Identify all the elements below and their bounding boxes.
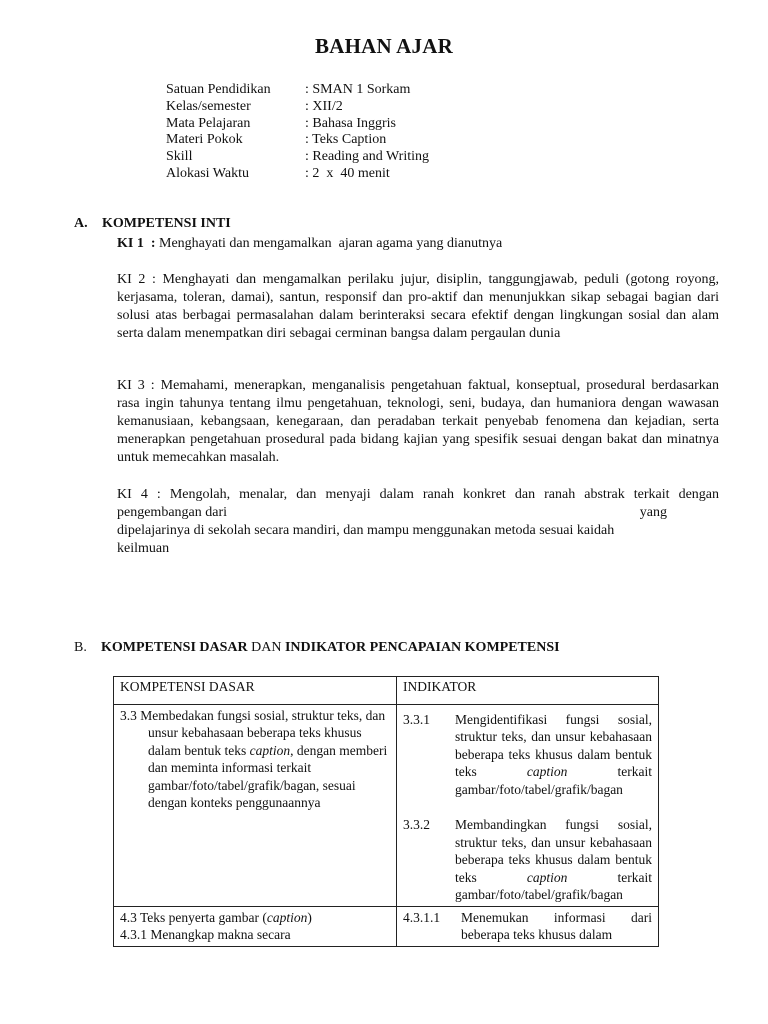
ki-2: KI 2 : Menghayati dan mengamalkan perilaku jujur, disiplin, tanggungjawab, peduli (gotong royong, kerjasama, toleran, damai), santun, responsif dan pro-aktif dan menunjukkan sikap sebagai bagian dari solusi atas berbagai permasalahan dalam berinteraksi secara efektif dengan lingkungan sosial dan alam serta dalam menempatkan diri sebagai cerminan bangsa dalam pergaulan dunia bbox=[117, 272, 719, 341]
kd-italic: caption bbox=[249, 742, 291, 758]
info-row-materi bbox=[166, 132, 429, 149]
info-label: Kelas/semester bbox=[166, 98, 251, 114]
identity-block bbox=[166, 82, 429, 183]
ki-1 bbox=[117, 236, 502, 252]
info-label: Skill bbox=[166, 149, 193, 165]
indicator-number: 3.3.1 bbox=[403, 711, 430, 727]
ki-4 bbox=[117, 486, 719, 558]
ki-4-fragment: pengembangan dari bbox=[117, 505, 228, 520]
indicator-text: terkait gambar/foto/tabel/grafik/bagan bbox=[455, 869, 653, 902]
indicator-text: Membandingkan fungsi sosial, struktur teks, dan unsur kebahasaan beberapa teks khusus dalam bentuk teks bbox=[455, 817, 652, 885]
ki-4-line: keilmuan bbox=[117, 541, 170, 556]
indicator-text: terkait gambar/foto/tabel/grafik/bagan bbox=[455, 764, 653, 797]
kd-4-3 bbox=[120, 909, 392, 927]
section-number: A. bbox=[74, 216, 88, 231]
section-number: B. bbox=[74, 640, 87, 655]
ki-1-text: Menghayati dan mengamalkan ajaran agama yang dianutnya bbox=[155, 236, 503, 251]
indicator-italic: caption bbox=[526, 764, 568, 779]
indicator-4-3-1-1 bbox=[403, 909, 652, 944]
info-row-waktu bbox=[166, 166, 429, 183]
ki-4-fragment: yang bbox=[639, 505, 667, 520]
section-b-heading bbox=[74, 640, 560, 656]
info-label: Materi Pokok bbox=[166, 132, 243, 148]
spacer bbox=[403, 798, 652, 816]
section-title: KOMPETENSI INTI bbox=[102, 216, 231, 231]
info-row-mapel bbox=[166, 116, 429, 133]
info-value: : Bahasa Inggris bbox=[305, 115, 396, 131]
info-value: : Teks Caption bbox=[305, 132, 387, 148]
indicator-cell bbox=[397, 704, 659, 906]
ki-3: KI 3 : Memahami, menerapkan, menganalisis pengetahuan faktual, konseptual, prosedural berdasarkan rasa ingin tahunya tentang ilmu pengetahuan, teknologi, seni, budaya, dan humaniora dengan wawasan kemanusiaan, kebangsaan, kenegaraan, dan peradaban terkait penyebab fenomena dan kejadian, serta menerapkan pengetahuan prosedural pada bidang kajian yang spesifik sesuai dengan bakat dan minatnya untuk memecahkan masalah. bbox=[117, 378, 719, 465]
ki-4-line: dipelajarinya di sekolah secara mandiri, dan mampu menggunakan metoda sesuai kaidah bbox=[117, 523, 615, 538]
indicator-3-3-1 bbox=[403, 711, 652, 799]
indicator-text-wrap bbox=[455, 816, 652, 904]
table-header: INDIKATOR bbox=[397, 677, 659, 705]
section-title-part: KOMPETENSI DASAR bbox=[101, 640, 248, 655]
info-value: : 2 x 40 menit bbox=[305, 165, 390, 181]
indicator-text-wrap bbox=[455, 711, 652, 799]
table-header: KOMPETENSI DASAR bbox=[114, 677, 397, 705]
info-value: : XII/2 bbox=[305, 98, 343, 114]
info-value: : Reading and Writing bbox=[305, 149, 429, 165]
indicator-text: Menemukan informasi dari beberapa teks khusus dalam bbox=[461, 909, 652, 942]
document-title: BAHAN AJAR bbox=[315, 34, 453, 58]
section-a-heading bbox=[74, 216, 231, 232]
kd-cell bbox=[114, 704, 397, 906]
table-row bbox=[114, 906, 659, 946]
indicator-number: 4.3.1.1 bbox=[403, 909, 441, 925]
info-row-kelas bbox=[166, 99, 429, 116]
kd-cell bbox=[114, 906, 397, 946]
indicator-text: Mengidentifikasi fungsi sosial, struktur teks, dan unsur kebahasaan beberapa teks khusus dalam bentuk teks bbox=[455, 711, 652, 779]
kd-italic: caption bbox=[266, 909, 308, 925]
indicator-cell bbox=[397, 906, 659, 946]
indicator-italic: caption bbox=[526, 869, 568, 885]
section-title-part: INDIKATOR PENCAPAIAN KOMPETENSI bbox=[284, 640, 560, 655]
kd-4-3-1: 4.3.1 Menangkap makna secara bbox=[120, 927, 291, 942]
kd-text: ) bbox=[307, 909, 312, 925]
ki-1-label: KI 1 : bbox=[117, 236, 156, 251]
info-value: : SMAN 1 Sorkam bbox=[305, 82, 411, 97]
indicator-number: 3.3.2 bbox=[403, 817, 430, 832]
info-row-satuan bbox=[166, 82, 429, 99]
ki-4-line bbox=[117, 504, 667, 522]
section-title-part: DAN bbox=[247, 640, 285, 655]
kd-3-3 bbox=[120, 707, 392, 812]
competency-table bbox=[113, 676, 659, 947]
info-label: Alokasi Waktu bbox=[166, 165, 249, 181]
info-row-skill bbox=[166, 149, 429, 166]
info-label: Satuan Pendidikan bbox=[166, 82, 271, 97]
indicator-3-3-2 bbox=[403, 816, 652, 904]
ki-4-line: KI 4 : Mengolah, menalar, dan menyaji dalam ranah konkret dan ranah abstrak terkait dengan bbox=[117, 487, 719, 502]
kd-text: , dengan memberi dan meminta informasi terkait gambar/foto/tabel/grafik/bagan, sesuai dengan konteks penggunaannya bbox=[148, 742, 388, 810]
info-label: Mata Pelajaran bbox=[166, 115, 251, 131]
kd-text: 4.3 Teks penyerta gambar ( bbox=[120, 909, 267, 925]
table-header-row bbox=[114, 677, 659, 705]
table-row bbox=[114, 704, 659, 906]
kd-text: 3.3 Membedakan fungsi sosial, struktur teks, dan unsur kebahasaan beberapa teks khusus dalam bentuk teks bbox=[120, 707, 386, 758]
